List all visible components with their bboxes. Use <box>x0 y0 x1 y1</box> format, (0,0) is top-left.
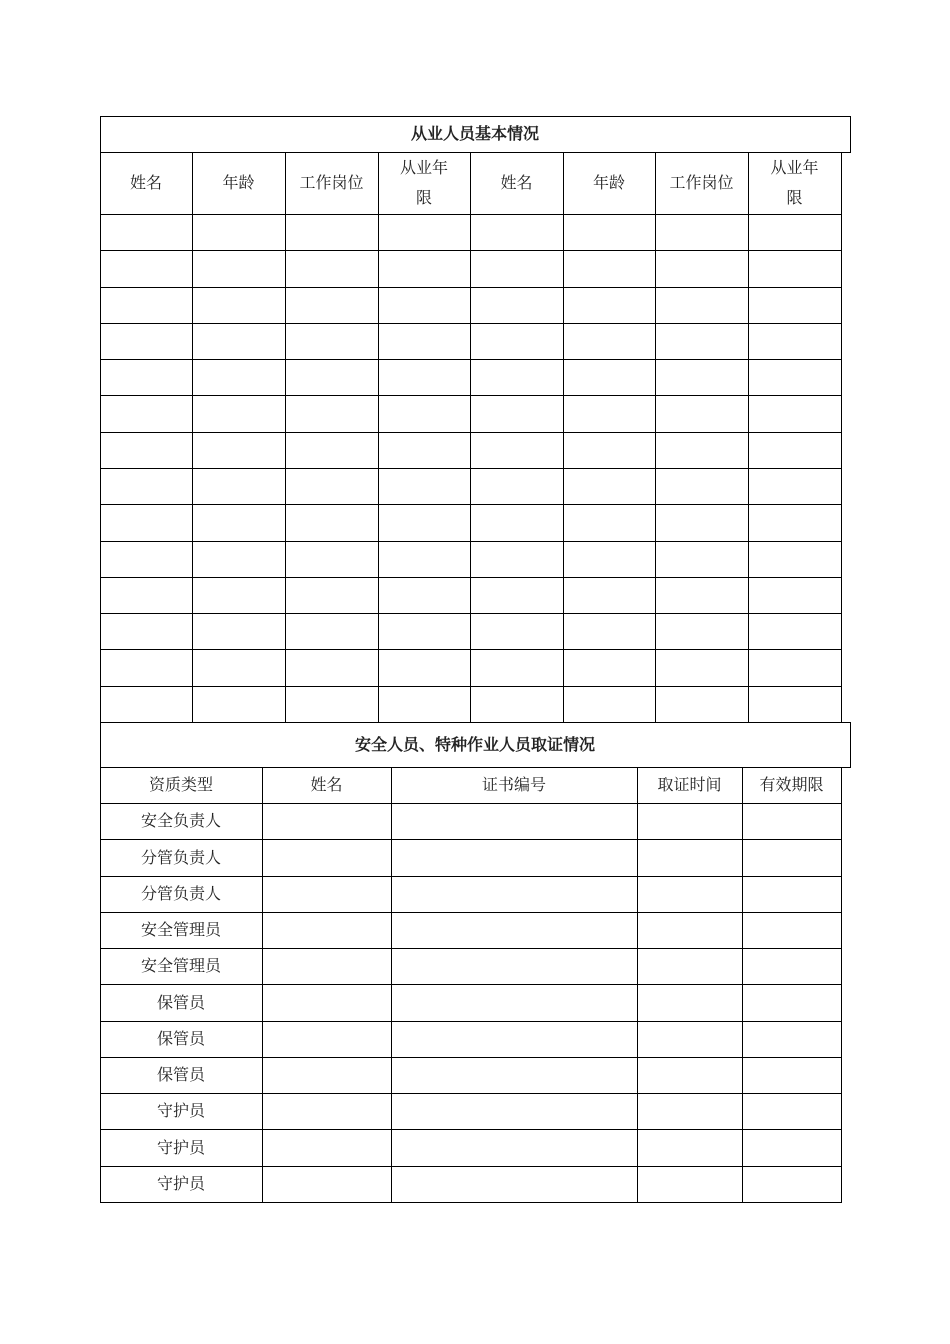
section1-table-cell[interactable] <box>564 360 655 395</box>
section1-table-cell[interactable] <box>101 396 192 432</box>
qualification-type-label: 安全负责人 <box>140 811 221 830</box>
section1-table-cell[interactable] <box>656 251 748 287</box>
section1-table-cell[interactable] <box>656 687 748 722</box>
section2-table-cell[interactable] <box>263 1022 391 1057</box>
section2-table-cell[interactable] <box>392 1094 637 1129</box>
section1-table-cell[interactable] <box>749 396 841 432</box>
section1-table-cell[interactable] <box>656 288 748 323</box>
section1-table-cell[interactable] <box>749 614 841 649</box>
section2-table-cell[interactable] <box>392 804 637 839</box>
section1-table-cell[interactable] <box>286 614 378 649</box>
section1-table-cell[interactable] <box>564 433 655 468</box>
section1-table-cell[interactable] <box>379 578 470 613</box>
section1-table-cell[interactable] <box>101 614 192 649</box>
section1-table-cell[interactable] <box>193 469 285 504</box>
section2-column-border <box>742 767 743 1203</box>
section2-table-cell[interactable] <box>263 840 391 876</box>
section1-table-cell[interactable] <box>379 360 470 395</box>
section1-table-cell[interactable] <box>379 215 470 250</box>
section1-table-cell[interactable] <box>471 469 563 504</box>
section1-table-cell[interactable] <box>471 251 563 287</box>
section1-table-cell[interactable] <box>471 324 563 359</box>
section1-table-cell[interactable] <box>101 433 192 468</box>
section2-table-cell[interactable] <box>743 1130 841 1166</box>
section2-table-cell[interactable] <box>638 985 742 1021</box>
section1-table-cell[interactable] <box>193 505 285 541</box>
section2-column-border <box>841 767 842 1203</box>
section1-table-cell[interactable] <box>749 542 841 577</box>
section1-table-cell[interactable] <box>656 505 748 541</box>
section1-table-cell[interactable] <box>656 324 748 359</box>
qualification-type-label: 守护员 <box>156 1174 205 1193</box>
section2-table-cell[interactable] <box>392 1130 637 1166</box>
section1-table-cell[interactable] <box>564 469 655 504</box>
section1-table-cell[interactable] <box>101 251 192 287</box>
qualification-type-label: 安全管理员 <box>140 920 221 939</box>
section1-table-cell[interactable] <box>286 433 378 468</box>
section1-column-border <box>285 152 286 722</box>
section1-table-cell[interactable] <box>286 360 378 395</box>
section1-table-cell[interactable] <box>286 578 378 613</box>
section1-table-cell[interactable] <box>286 469 378 504</box>
section1-table-cell[interactable] <box>471 505 563 541</box>
section1-table-cell[interactable] <box>193 251 285 287</box>
section1-table-cell[interactable] <box>101 505 192 541</box>
section2-table-cell[interactable] <box>263 1167 391 1202</box>
section2-table-cell[interactable] <box>743 804 841 839</box>
section1-table-cell[interactable] <box>656 542 748 577</box>
section2-table-cell[interactable] <box>743 1022 841 1057</box>
section1-table-cell[interactable] <box>286 324 378 359</box>
section1-table-cell[interactable] <box>286 687 378 722</box>
section1-table-cell[interactable] <box>286 396 378 432</box>
section2-table-cell[interactable] <box>392 877 637 912</box>
section1-table-cell[interactable] <box>101 650 192 686</box>
section1-table-cell[interactable] <box>749 469 841 504</box>
section1-column-header: 姓名 <box>500 173 533 192</box>
section1-table-cell[interactable] <box>471 360 563 395</box>
section1-table-cell[interactable] <box>379 324 470 359</box>
section1-table-cell[interactable] <box>193 433 285 468</box>
section2-table-cell[interactable] <box>263 949 391 984</box>
section2-table-cell[interactable] <box>638 804 742 839</box>
section1-table-cell[interactable] <box>656 469 748 504</box>
section1-table-cell[interactable] <box>749 288 841 323</box>
section2-table-cell[interactable] <box>263 1130 391 1166</box>
section2-table-cell[interactable] <box>743 1167 841 1202</box>
section1-table-cell[interactable] <box>564 288 655 323</box>
section2-column-border <box>637 767 638 1203</box>
section2-column-border <box>262 767 263 1203</box>
section2-title: 安全人员、特种作业人员取证情况 <box>354 734 595 754</box>
section1-table-cell[interactable] <box>656 650 748 686</box>
section1-table-cell[interactable] <box>471 433 563 468</box>
section1-table-cell[interactable] <box>564 614 655 649</box>
qualification-type-label: 保管员 <box>156 1029 205 1048</box>
section2-table-cell[interactable] <box>638 1094 742 1129</box>
section1-table-cell[interactable] <box>193 396 285 432</box>
section2-table-cell[interactable] <box>392 913 637 948</box>
section1-table-cell[interactable] <box>193 324 285 359</box>
section2-table-cell[interactable] <box>263 1094 391 1129</box>
section1-table-cell[interactable] <box>564 396 655 432</box>
qualification-type-label: 保管员 <box>156 992 205 1012</box>
section1-table-cell[interactable] <box>564 687 655 722</box>
section1-table-cell[interactable] <box>656 215 748 250</box>
section1-table-cell[interactable] <box>749 251 841 287</box>
section1-table-cell[interactable] <box>379 542 470 577</box>
section2-table-cell[interactable] <box>743 913 841 948</box>
section1-column-border <box>563 152 564 722</box>
section1-table-cell[interactable] <box>379 251 470 287</box>
section2-table-cell[interactable] <box>743 1058 841 1093</box>
section1-table-cell[interactable] <box>286 251 378 287</box>
section1-column-border <box>470 152 471 722</box>
section1-table-cell[interactable] <box>564 251 655 287</box>
section2-table-cell[interactable] <box>638 877 742 912</box>
section1-table-cell[interactable] <box>564 215 655 250</box>
section1-table-cell[interactable] <box>379 433 470 468</box>
section1-table-cell[interactable] <box>379 469 470 504</box>
section1-table-cell[interactable] <box>193 614 285 649</box>
section1-title-border <box>850 116 851 153</box>
section1-column-border <box>748 152 749 722</box>
section1-table-cell[interactable] <box>193 578 285 613</box>
section1-table-cell[interactable] <box>471 614 563 649</box>
section2-table-cell[interactable] <box>638 1022 742 1057</box>
section1-table-cell[interactable] <box>564 578 655 613</box>
section1-column-header: 从业年 限 <box>399 158 448 207</box>
section1-table-cell[interactable] <box>193 687 285 722</box>
section1-table-cell[interactable] <box>286 505 378 541</box>
section2-title-border <box>850 722 851 768</box>
section1-table-cell[interactable] <box>656 433 748 468</box>
section1-table-cell[interactable] <box>101 324 192 359</box>
section2-table-cell[interactable] <box>743 949 841 984</box>
section2-table-cell[interactable] <box>263 913 391 948</box>
section2-table-cell[interactable] <box>743 877 841 912</box>
section1-table-cell[interactable] <box>749 687 841 722</box>
section1-table-cell[interactable] <box>471 215 563 250</box>
section1-table-cell[interactable] <box>749 578 841 613</box>
section1-table-cell[interactable] <box>193 360 285 395</box>
section2-column-header: 姓名 <box>310 775 343 794</box>
section1-table-cell[interactable] <box>286 215 378 250</box>
section1-column-border <box>841 152 842 722</box>
section1-table-cell[interactable] <box>656 360 748 395</box>
section1-table-cell[interactable] <box>749 505 841 541</box>
section1-table-cell[interactable] <box>471 578 563 613</box>
section2-table-cell[interactable] <box>392 1022 637 1057</box>
qualification-type-label: 保管员 <box>156 1065 205 1084</box>
section1-column-header: 年龄 <box>592 173 625 192</box>
section1-table-cell[interactable] <box>379 687 470 722</box>
section2-table-cell[interactable] <box>392 985 637 1021</box>
section1-table-cell[interactable] <box>564 542 655 577</box>
section1-table-cell[interactable] <box>564 505 655 541</box>
qualification-type-label: 分管负责人 <box>140 884 221 903</box>
section2-table-cell[interactable] <box>638 1130 742 1166</box>
section1-table-cell[interactable] <box>101 578 192 613</box>
section1-table-cell[interactable] <box>564 324 655 359</box>
section1-table-cell[interactable] <box>471 288 563 323</box>
section2-table-cell[interactable] <box>392 840 637 876</box>
section1-table-cell[interactable] <box>379 614 470 649</box>
section1-table-cell[interactable] <box>471 542 563 577</box>
section1-table-cell[interactable] <box>656 578 748 613</box>
section2-table-cell[interactable] <box>638 840 742 876</box>
section1-table-cell[interactable] <box>749 433 841 468</box>
section1-column-border <box>192 152 193 722</box>
section1-table-cell[interactable] <box>379 396 470 432</box>
qualification-type-label: 守护员 <box>156 1137 205 1157</box>
section1-table-cell[interactable] <box>379 505 470 541</box>
section2-table-cell[interactable] <box>392 1058 637 1093</box>
section1-table-cell[interactable] <box>101 360 192 395</box>
section2-table-cell[interactable] <box>263 1058 391 1093</box>
section1-table-cell[interactable] <box>193 542 285 577</box>
section1-table-cell[interactable] <box>101 469 192 504</box>
section1-table-cell[interactable] <box>471 396 563 432</box>
section2-table-cell[interactable] <box>392 1167 637 1202</box>
section2-column-header: 取证时间 <box>657 775 722 794</box>
section1-table-cell[interactable] <box>101 687 192 722</box>
section2-table-cell[interactable] <box>743 840 841 876</box>
section1-table-cell[interactable] <box>656 396 748 432</box>
section2-column-header: 证书编号 <box>481 775 546 794</box>
section1-table-cell[interactable] <box>749 215 841 250</box>
section1-table-cell[interactable] <box>101 215 192 250</box>
section1-table-cell[interactable] <box>286 650 378 686</box>
section1-column-header: 从业年 限 <box>770 158 819 207</box>
section2-bottom-border <box>100 1202 842 1203</box>
section2-column-border <box>391 767 392 1203</box>
section1-table-cell[interactable] <box>286 542 378 577</box>
section1-column-border <box>100 152 101 722</box>
section1-title: 从业人员基本情况 <box>410 124 539 143</box>
section1-column-header: 工作岗位 <box>669 173 734 192</box>
section2-column-header: 有效期限 <box>759 775 824 794</box>
section1-column-header: 工作岗位 <box>299 173 364 192</box>
section1-table-cell[interactable] <box>379 650 470 686</box>
section1-table-cell[interactable] <box>749 324 841 359</box>
qualification-type-label: 守护员 <box>156 1101 205 1120</box>
section2-column-border <box>100 767 101 1203</box>
section2-table-cell[interactable] <box>743 985 841 1021</box>
section1-table-cell[interactable] <box>564 650 655 686</box>
section1-table-cell[interactable] <box>749 650 841 686</box>
section1-table-cell[interactable] <box>286 288 378 323</box>
section1-table-cell[interactable] <box>471 650 563 686</box>
qualification-type-label: 安全管理员 <box>140 956 221 975</box>
section1-table-cell[interactable] <box>749 360 841 395</box>
section2-table-cell[interactable] <box>638 1167 742 1202</box>
section1-table-cell[interactable] <box>193 215 285 250</box>
section1-table-cell[interactable] <box>101 542 192 577</box>
section1-table-cell[interactable] <box>656 614 748 649</box>
section1-table-cell[interactable] <box>193 650 285 686</box>
section2-table-cell[interactable] <box>263 804 391 839</box>
qualification-type-label: 分管负责人 <box>140 847 221 867</box>
section1-table-cell[interactable] <box>471 687 563 722</box>
section2-table-cell[interactable] <box>638 913 742 948</box>
section2-table-cell[interactable] <box>638 949 742 984</box>
section2-table-cell[interactable] <box>638 1058 742 1093</box>
section2-column-header: 资质类型 <box>148 775 213 794</box>
section2-table-cell[interactable] <box>743 1094 841 1129</box>
section1-table-cell[interactable] <box>101 288 192 323</box>
section2-table-cell[interactable] <box>263 877 391 912</box>
section1-table-cell[interactable] <box>379 288 470 323</box>
section1-table-cell[interactable] <box>193 288 285 323</box>
section2-table-cell[interactable] <box>392 949 637 984</box>
section2-table-cell[interactable] <box>263 985 391 1021</box>
section1-column-header: 姓名 <box>129 173 162 192</box>
section1-column-header: 年龄 <box>222 173 255 192</box>
section1-column-border <box>655 152 656 722</box>
section1-column-border <box>378 152 379 722</box>
